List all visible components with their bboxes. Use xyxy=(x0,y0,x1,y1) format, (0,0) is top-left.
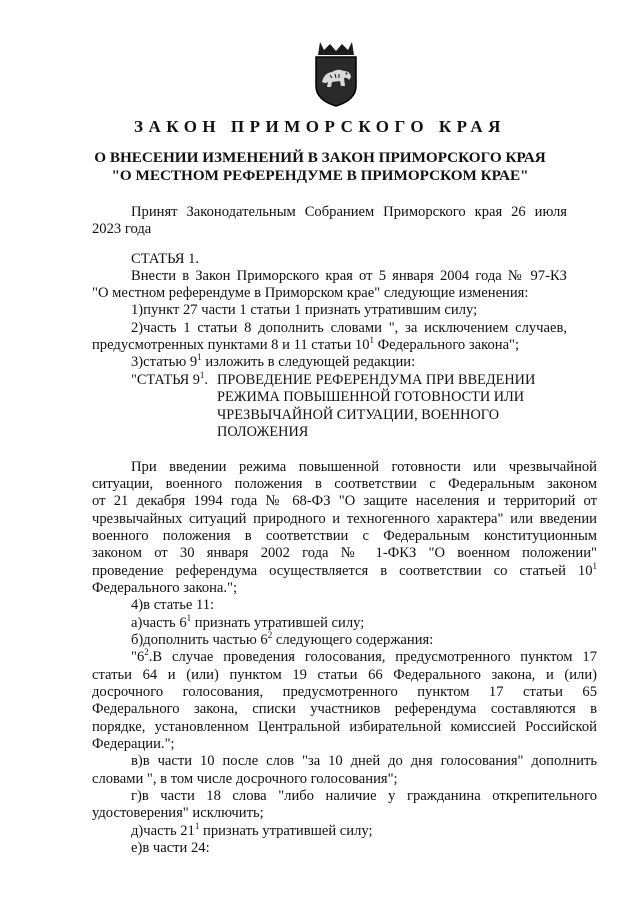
part-6-2-line-3: досрочного голосования, предусмотренного пунктом 17 статьи 65 xyxy=(92,684,597,700)
amendment-item-4: 4)в статье 11: xyxy=(131,597,215,613)
new-article-title-line-1: ПРОВЕДЕНИЕ РЕФЕРЕНДУМА ПРИ ВВЕДЕНИИ xyxy=(217,372,536,388)
amendment-item-2-line-1: 2)часть 1 статьи 8 дополнить словами ", за исключением случаев, xyxy=(131,320,567,336)
part-6-2-line-6: Федерации."; xyxy=(92,736,175,752)
part-6-2-line-1: "$6^2.В$ случае проведения голосования, предусмотренного пунктом 17 xyxy=(131,647,597,665)
law-title: ЗАКОН ПРИМОРСКОГО КРАЯ xyxy=(134,117,506,136)
new-article-body-line-6: законом от 30 января 2002 года № 1-ФКЗ "О военном положении" xyxy=(92,545,597,561)
new-article-title-line-2: РЕЖИМА ПОВЫШЕННОЙ ГОТОВНОСТИ ИЛИ xyxy=(217,389,525,405)
new-article-title-line-3: ЧРЕЗВЫЧАЙНОЙ СИТУАЦИИ, ВОЕННОГО xyxy=(217,407,500,423)
new-article-body-line-1: При введении режима повышенной готовности или чрезвычайной xyxy=(131,459,597,475)
amendment-item-3: 3)статью $9^1$ изложить в следующей редакции: xyxy=(131,352,416,370)
intro-line-1: Внести в Закон Приморского края от 5 января 2004 года № 97-КЗ xyxy=(131,268,567,284)
new-article-body-line-4: чрезвычайных ситуаций природного и техногенного характера" или введении xyxy=(92,511,597,527)
part-6-2-line-2: статьи 64 и (или) пунктом 19 статьи 66 Федерального закона, и (или) xyxy=(92,667,597,683)
part-6-2-line-4: Федерального закона, списки участников референдума составляются в xyxy=(92,701,597,717)
coat-of-arms-icon xyxy=(304,40,368,108)
new-article-body-line-8: Федерального закона."; xyxy=(92,580,238,596)
article-heading: СТАТЬЯ 1. xyxy=(131,251,200,267)
subtitle-line-1: О ВНЕСЕНИИ ИЗМЕНЕНИЙ В ЗАКОН ПРИМОРСКОГО КРАЯ xyxy=(94,149,546,166)
amendment-item-4d: д)часть $21^1$ признать утратившей силу; xyxy=(131,821,373,839)
new-article-body-line-7: проведение референдума осуществляется в соответствии со статьей $10^1$ xyxy=(92,561,597,579)
amendment-item-2-line-2: предусмотренных пунктами 8 и 11 статьи $10^1$ Федерального закона"; xyxy=(92,335,520,353)
amendment-item-4e: е)в части 24: xyxy=(131,840,210,856)
new-article-title-line-4: ПОЛОЖЕНИЯ xyxy=(217,424,309,440)
intro-line-2: "О местном референдуме в Приморском крае" следующие изменения: xyxy=(92,285,529,301)
amendment-item-4a: а)часть $6^1$ признать утратившей силу; xyxy=(131,613,365,631)
amendment-item-4v-line-2: словами ", в том числе досрочного голосования"; xyxy=(92,771,398,787)
adopted-line-2: 2023 года xyxy=(92,221,152,237)
adopted-line-1: Принят Законодательным Собранием Приморского края 26 июля xyxy=(131,204,567,220)
amendment-item-4v-line-1: в)в части 10 после слов "за 10 дней до дня голосования" дополнить xyxy=(131,753,597,769)
amendment-item-4b: б)дополнить частью $6^2$ следующего содержания: xyxy=(131,630,434,648)
new-article-body-line-5: военного положения в соответствии с Федеральным конституционным xyxy=(92,528,597,544)
amendment-item-4g-line-1: г)в части 18 слова "либо наличие у гражданина открепительного xyxy=(131,788,597,804)
part-6-2-line-5: порядке, установленном Центральной избирательной комиссией Российской xyxy=(92,719,597,735)
new-article-body-line-3: от 21 декабря 1994 года № 68-ФЗ "О защите населения и территорий от xyxy=(92,493,597,509)
amendment-item-4g-line-2: удостоверения" исключить; xyxy=(92,805,264,821)
new-article-body-line-2: ситуации, военного положения в соответствии с Федеральным законом xyxy=(92,476,597,492)
amendment-item-1: 1)пункт 27 части 1 статьи 1 признать утратившим силу; xyxy=(131,302,478,318)
new-article-prefix: "СТАТЬЯ $9^1$. xyxy=(131,370,208,388)
subtitle-line-2: "О МЕСТНОМ РЕФЕРЕНДУМЕ В ПРИМОРСКОМ КРАЕ" xyxy=(111,167,529,184)
